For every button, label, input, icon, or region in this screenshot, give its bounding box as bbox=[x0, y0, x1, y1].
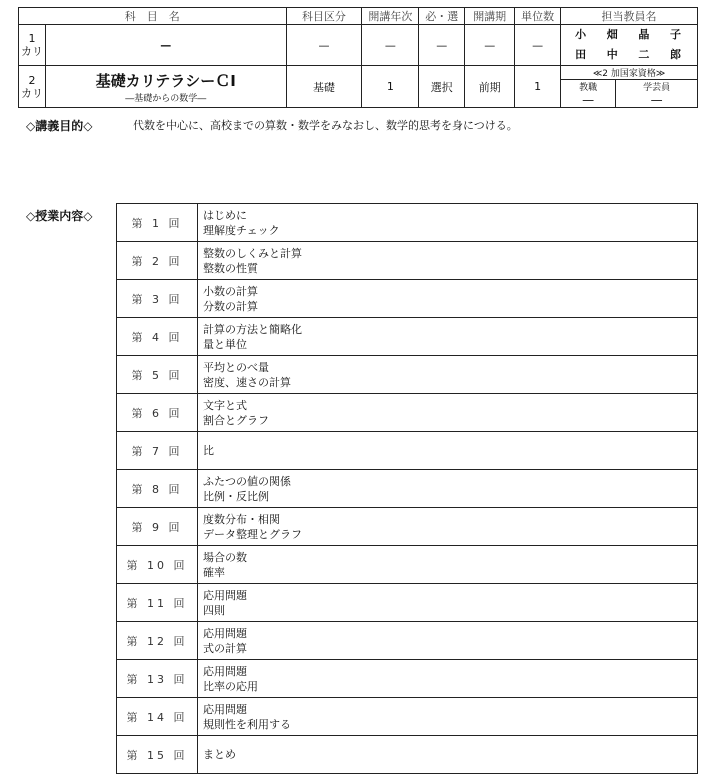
session-row bbox=[117, 242, 698, 280]
session-number: 第 4 回 bbox=[117, 318, 198, 356]
header-subject: 科 目 名 bbox=[19, 8, 287, 25]
session-topic-line-2: 確率 bbox=[203, 565, 225, 579]
session-topic-line-1: 場合の数 bbox=[203, 550, 247, 564]
row1-year: — bbox=[362, 25, 419, 66]
teacher-names bbox=[561, 25, 698, 66]
qualification-teaching-label: 教職 bbox=[561, 80, 616, 94]
row1-number-cell bbox=[19, 25, 46, 66]
row1-subject: — bbox=[45, 25, 286, 66]
session-topics bbox=[198, 432, 698, 470]
session-row bbox=[117, 584, 698, 622]
session-topic-line-1: はじめに bbox=[203, 208, 247, 222]
session-topics bbox=[198, 622, 698, 660]
qualification-teaching-value: — bbox=[582, 93, 595, 107]
session-number: 第 7 回 bbox=[117, 432, 198, 470]
session-number: 第 14 回 bbox=[117, 698, 198, 736]
session-topic-line-1: 比 bbox=[203, 444, 214, 457]
session-row bbox=[117, 546, 698, 584]
session-topic-line-2: データ整理とグラフ bbox=[203, 527, 302, 541]
session-topic-line-2: 比例・反比例 bbox=[203, 489, 269, 503]
session-topics bbox=[198, 356, 698, 394]
session-row bbox=[117, 470, 698, 508]
session-row bbox=[117, 318, 698, 356]
course-subtitle: ―基礎からの数学― bbox=[125, 93, 207, 104]
header-term: 開講期 bbox=[465, 8, 515, 25]
qualification-table bbox=[561, 66, 697, 107]
row2-credits: 1 bbox=[515, 66, 561, 108]
session-topic-line-2: 分数の計算 bbox=[203, 299, 258, 313]
session-topic-line-2: 密度、速さの計算 bbox=[203, 375, 291, 389]
row1-number: 1 bbox=[28, 32, 36, 45]
session-topic-line-1: 応用問題 bbox=[203, 588, 247, 602]
teacher-name-2: 田 中 二 郎 bbox=[575, 48, 683, 61]
session-topic-line-1: 応用問題 bbox=[203, 664, 247, 678]
objective-text: 代数を中心に、高校までの算数・数学をみなおし、数学的思考を身につける。 bbox=[133, 119, 518, 132]
session-topics bbox=[198, 470, 698, 508]
session-number: 第 1 回 bbox=[117, 204, 198, 242]
session-topics bbox=[198, 736, 698, 774]
session-row bbox=[117, 698, 698, 736]
row1-required: — bbox=[419, 25, 465, 66]
session-topics bbox=[198, 660, 698, 698]
session-topics bbox=[198, 242, 698, 280]
row2-number: 2 bbox=[28, 73, 36, 87]
session-topics bbox=[198, 204, 698, 242]
session-number: 第 2 回 bbox=[117, 242, 198, 280]
session-topic-line-1: 計算の方法と簡略化 bbox=[203, 322, 302, 336]
session-number: 第 6 回 bbox=[117, 394, 198, 432]
session-topic-line-1: 文字と式 bbox=[203, 398, 247, 412]
session-number: 第 11 回 bbox=[117, 584, 198, 622]
header-required: 必・選 bbox=[419, 8, 465, 25]
row2-category: 基礎 bbox=[286, 66, 362, 108]
header-year: 開講年次 bbox=[362, 8, 419, 25]
row2-number-cell bbox=[19, 66, 46, 108]
session-schedule-table bbox=[116, 203, 698, 774]
row2-unit: カリ bbox=[20, 86, 43, 100]
row2-year: 1 bbox=[362, 66, 419, 108]
session-number: 第 5 回 bbox=[117, 356, 198, 394]
header-category: 科目区分 bbox=[286, 8, 362, 25]
session-number: 第 12 回 bbox=[117, 622, 198, 660]
session-number: 第 10 回 bbox=[117, 546, 198, 584]
session-row bbox=[117, 204, 698, 242]
qualification-curator-value: — bbox=[616, 93, 697, 107]
row2-required: 選択 bbox=[419, 66, 465, 108]
session-topic-line-2: 四則 bbox=[203, 603, 225, 617]
session-topics bbox=[198, 394, 698, 432]
session-number: 第 8 回 bbox=[117, 470, 198, 508]
row1-unit: カリ bbox=[20, 45, 43, 58]
row1-category: — bbox=[286, 25, 362, 66]
session-topics bbox=[198, 318, 698, 356]
session-topic-line-2: 式の計算 bbox=[203, 641, 247, 655]
session-row bbox=[117, 508, 698, 546]
session-topic-line-1: 度数分布・相関 bbox=[203, 512, 280, 526]
session-number: 第 9 回 bbox=[117, 508, 198, 546]
session-row bbox=[117, 736, 698, 774]
row1-credits: — bbox=[515, 25, 561, 66]
session-topic-line-1: 平均とのべ量 bbox=[203, 360, 269, 374]
header-teachers: 担当教員名 bbox=[561, 8, 698, 25]
session-topic-line-2: 規則性を利用する bbox=[203, 717, 291, 731]
objective-label: ◇講義目的◇ bbox=[26, 119, 93, 133]
session-topic-line-1: 応用問題 bbox=[203, 702, 247, 716]
session-number: 第 15 回 bbox=[117, 736, 198, 774]
course-row-1 bbox=[19, 25, 698, 66]
content-label: ◇授業内容◇ bbox=[26, 209, 93, 223]
session-topics bbox=[198, 584, 698, 622]
session-topic-line-1: 小数の計算 bbox=[203, 284, 258, 298]
session-topic-line-2: 整数の性質 bbox=[203, 261, 258, 275]
session-topic-line-2: 量と単位 bbox=[203, 337, 247, 351]
session-topic-line-2: 比率の応用 bbox=[203, 679, 258, 693]
session-topic-line-1: 応用問題 bbox=[203, 626, 247, 640]
session-topic-line-2: 割合とグラフ bbox=[203, 413, 269, 427]
session-number: 第 13 回 bbox=[117, 660, 198, 698]
session-row bbox=[117, 622, 698, 660]
session-topic-line-1: 整数のしくみと計算 bbox=[203, 246, 302, 260]
session-topic-line-1: まとめ bbox=[203, 748, 236, 761]
session-row bbox=[117, 660, 698, 698]
session-row bbox=[117, 432, 698, 470]
session-topics bbox=[198, 546, 698, 584]
row2-subject-cell bbox=[45, 66, 286, 108]
session-topics bbox=[198, 698, 698, 736]
row2-term: 前期 bbox=[465, 66, 515, 108]
course-row-2 bbox=[19, 66, 698, 108]
session-row bbox=[117, 394, 698, 432]
teacher-name-1: 小 畑 晶 子 bbox=[575, 28, 683, 41]
course-header-table bbox=[18, 7, 698, 108]
session-row bbox=[117, 356, 698, 394]
session-row bbox=[117, 280, 698, 318]
session-number: 第 3 回 bbox=[117, 280, 198, 318]
qualification-curator-label: 学芸員 bbox=[616, 80, 697, 94]
course-title: 基礎カリテラシーＣⅠ bbox=[95, 71, 236, 90]
session-topic-line-2: 理解度チェック bbox=[203, 223, 280, 237]
session-topics bbox=[198, 280, 698, 318]
header-credits: 単位数 bbox=[515, 8, 561, 25]
row1-term: — bbox=[465, 25, 515, 66]
qualification-cell bbox=[561, 66, 698, 108]
session-topics bbox=[198, 508, 698, 546]
session-topic-line-1: ふたつの値の関係 bbox=[203, 474, 291, 488]
qualification-header: ≪2 加国家資格≫ bbox=[592, 69, 666, 79]
